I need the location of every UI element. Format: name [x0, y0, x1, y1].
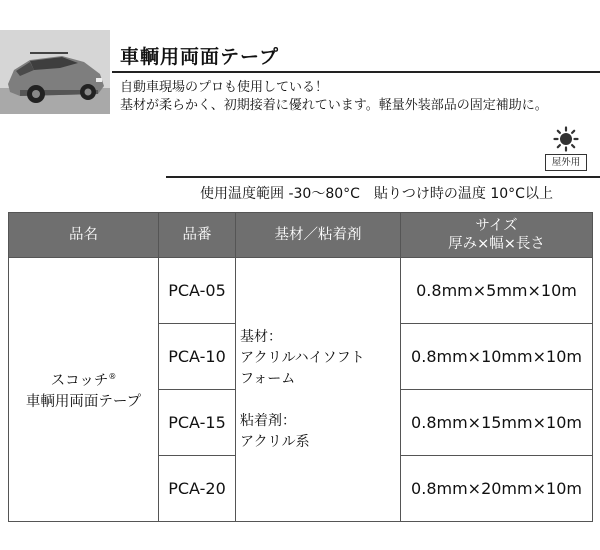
temperature-divider — [166, 176, 600, 178]
outdoor-use-badge — [545, 126, 587, 172]
product-number-cell: PCA-10 — [159, 324, 236, 390]
size-cell: 0.8mm×5mm×10m — [401, 258, 593, 324]
table-row — [9, 258, 593, 324]
size-cell: 0.8mm×15mm×10m — [401, 390, 593, 456]
adhesive-line: アクリル系 — [240, 433, 310, 450]
adhesive-line: 粘着剤： — [240, 412, 296, 429]
sun-icon — [553, 126, 579, 152]
size-cell: 0.8mm×20mm×10m — [401, 456, 593, 522]
product-name-line-1 — [9, 366, 158, 392]
header-size-line-1: サイズ — [475, 218, 518, 234]
product-name-cell — [9, 258, 159, 522]
temperature-note: 使用温度範囲 -30～80°C 貼りつけ時の温度 10°C以上 — [200, 186, 553, 202]
car-image — [0, 30, 110, 114]
material-line: アクリルハイソフト — [240, 349, 365, 366]
product-description — [120, 79, 548, 115]
product-number-cell: PCA-20 — [159, 456, 236, 522]
material-cell — [236, 258, 401, 522]
car-photo — [0, 30, 110, 114]
title-divider — [112, 71, 600, 73]
table-header-row — [9, 213, 593, 258]
product-name-brand: スコッチ — [50, 372, 109, 389]
page-title: 車輌用両面テープ — [120, 46, 280, 68]
material-line: フォーム — [240, 370, 296, 387]
product-number-cell: PCA-05 — [159, 258, 236, 324]
registered-mark: ® — [108, 371, 117, 381]
header-size-line-2: 厚み×幅×長さ — [448, 236, 545, 252]
product-number-cell: PCA-15 — [159, 390, 236, 456]
material-line: 基材： — [240, 328, 282, 345]
description-line-2: 基材が柔らかく、初期接着に優れています。軽量外装部品の固定補助に。 — [120, 98, 548, 113]
product-name-line-2: 車輌用両面テープ — [25, 394, 142, 411]
spec-table — [8, 212, 593, 522]
header-material: 基材／粘着剤 — [236, 213, 401, 258]
description-line-1: 自動車現場のプロも使用している！ — [120, 80, 329, 95]
outdoor-use-label: 屋外用 — [545, 154, 587, 171]
header-product-name: 品名 — [9, 213, 159, 258]
header-product-number: 品番 — [159, 213, 236, 258]
material-spacer — [240, 390, 400, 411]
size-cell: 0.8mm×10mm×10m — [401, 324, 593, 390]
header-size — [401, 213, 593, 258]
